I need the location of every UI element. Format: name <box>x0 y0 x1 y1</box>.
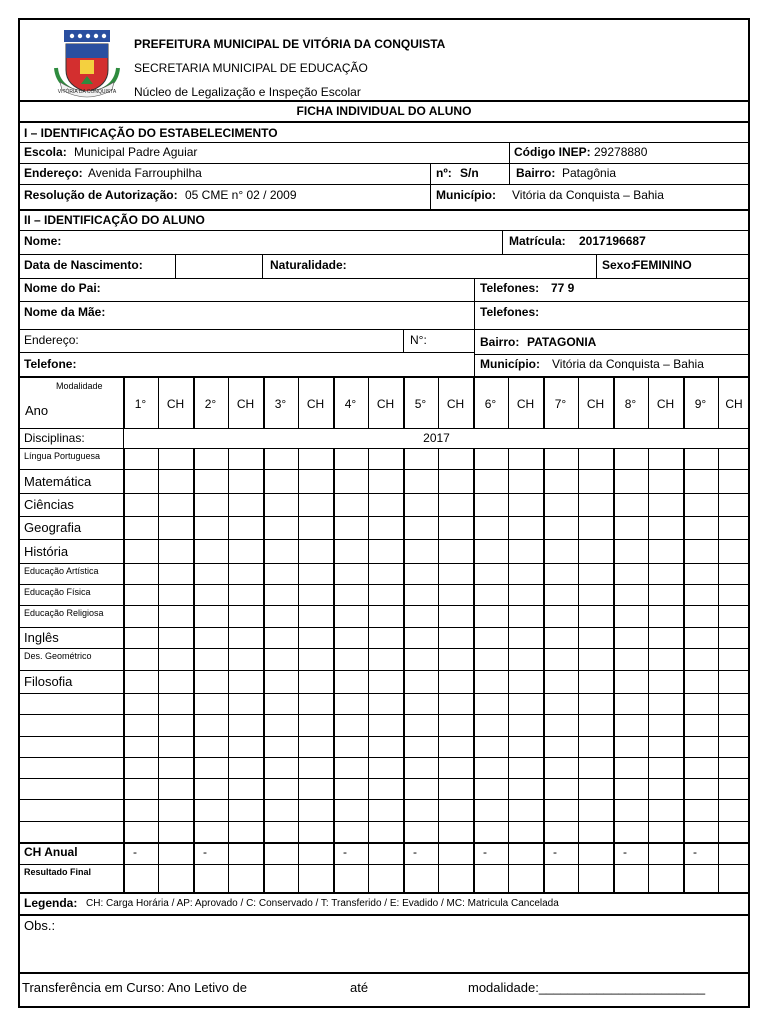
subject-name: Educação Artística <box>24 566 99 576</box>
aluno-municipio-value: Vitória da Conquista – Bahia <box>552 357 704 371</box>
column-header: CH <box>516 397 535 411</box>
grid-hline <box>18 539 750 540</box>
endereco-label: Endereço: <box>24 166 83 180</box>
subject-name: História <box>24 544 69 559</box>
naturalidade-label: Naturalidade: <box>270 258 347 272</box>
aluno-bairro-label: Bairro: <box>480 335 520 349</box>
legenda-text: CH: Carga Horária / AP: Aprovado / C: Conservado / T: Transferido / E: Evadido / MC: Matricula Cancelada <box>86 898 559 909</box>
column-header: CH <box>446 397 465 411</box>
inep-value: 29278880 <box>594 145 648 159</box>
pai-label: Nome do Pai: <box>24 281 101 295</box>
grid-hline <box>18 842 750 844</box>
grid-hline <box>18 864 750 865</box>
transfer-ate: até <box>350 980 369 995</box>
crest-motto: VITÓRIA DA CONQUISTA <box>57 89 117 95</box>
escola-value: Municipal Padre Aguiar <box>74 145 198 159</box>
grid-hline <box>18 448 750 449</box>
resolucao-value: 05 CME n° 02 / 2009 <box>185 188 297 202</box>
sexo-label: Sexo: <box>602 258 635 272</box>
modalidade-label: Modalidade <box>56 381 103 391</box>
grid-hline <box>18 670 750 671</box>
municipio-value: Vitória da Conquista – Bahia <box>512 188 664 202</box>
endereco-value: Avenida Farrouphilha <box>88 166 202 180</box>
inep-label: Código INEP: <box>514 145 591 159</box>
subject-name: Educação Física <box>24 587 91 597</box>
column-header: CH <box>236 397 255 411</box>
column-header: 1° <box>134 397 147 411</box>
tel-pai-label: Telefones: <box>480 281 540 295</box>
mae-label: Nome da Mãe: <box>24 305 106 319</box>
matricula-label: Matrícula: <box>509 234 566 248</box>
subject-name: Des. Geométrico <box>24 651 92 661</box>
grid-hline <box>18 757 750 758</box>
grid-hline <box>18 821 750 822</box>
column-header: 5° <box>414 397 427 411</box>
nascimento-label: Data de Nascimento: <box>24 258 143 272</box>
column-header: 7° <box>554 397 567 411</box>
grid-hline <box>18 493 750 494</box>
numero-label: nº: <box>436 166 452 180</box>
ch-anual-value: - <box>623 845 627 859</box>
column-header: 9° <box>694 397 707 411</box>
year-label: 2017 <box>423 431 450 445</box>
ch-anual-value: - <box>693 845 697 859</box>
transfer-modalidade: modalidade:_______________________ <box>468 980 706 995</box>
column-header: 6° <box>484 397 497 411</box>
column-header: CH <box>725 397 743 411</box>
grid-hline <box>18 469 750 470</box>
grid-hline <box>18 693 750 694</box>
aluno-bairro-value: PATAGONIA <box>527 335 597 349</box>
section1-title: I – IDENTIFICAÇÃO DO ESTABELECIMENTO <box>24 126 278 140</box>
matricula-value: 2017196687 <box>579 234 646 248</box>
header-secretaria: SECRETARIA MUNICIPAL DE EDUCAÇÃO <box>134 61 368 75</box>
subject-name: Inglês <box>24 630 59 645</box>
municipal-crest-logo <box>50 24 124 98</box>
grid-hline <box>18 584 750 585</box>
tel-pai-value: 77 9 <box>551 281 575 295</box>
disciplinas-label: Disciplinas: <box>24 431 85 445</box>
sexo-value: FEMININO <box>633 258 692 272</box>
subject-name: Ciências <box>24 497 74 512</box>
column-header: CH <box>306 397 325 411</box>
aluno-numero-label: N°: <box>410 333 427 347</box>
header-prefeitura: PREFEITURA MUNICIPAL DE VITÓRIA DA CONQUISTA <box>134 37 446 51</box>
column-header: 2° <box>204 397 217 411</box>
column-header: 8° <box>624 397 637 411</box>
transfer-ano-letivo: Transferência em Curso: Ano Letivo de <box>22 980 247 995</box>
aluno-telefone-label: Telefone: <box>24 357 77 371</box>
ch-anual-value: - <box>483 845 487 859</box>
grid-hline <box>18 516 750 517</box>
subject-name: Língua Portuguesa <box>24 451 101 461</box>
bairro-label: Bairro: <box>516 166 556 180</box>
aluno-municipio-label: Município: <box>480 357 540 371</box>
section2-title: II – IDENTIFICAÇÃO DO ALUNO <box>24 213 205 227</box>
subject-name: Matemática <box>24 474 92 489</box>
ch-anual-label: CH Anual <box>24 845 78 859</box>
escola-label: Escola: <box>24 145 67 159</box>
aluno-endereco-label: Endereço: <box>24 333 79 347</box>
form-title: FICHA INDIVIDUAL DO ALUNO <box>296 104 472 118</box>
grid-hline <box>18 563 750 564</box>
column-header: 3° <box>274 397 287 411</box>
resultado-final-label: Resultado Final <box>24 867 92 877</box>
column-header: CH <box>376 397 395 411</box>
grid-hline <box>18 627 750 628</box>
grid-hline <box>18 799 750 800</box>
subject-name: Educação Religiosa <box>24 608 104 618</box>
tel-mae-label: Telefones: <box>480 305 540 319</box>
ch-anual-value: - <box>413 845 417 859</box>
resolucao-label: Resolução de Autorização: <box>24 188 178 202</box>
bairro-value: Patagônia <box>562 166 617 180</box>
obs-label: Obs.: <box>24 918 56 933</box>
column-header: CH <box>586 397 605 411</box>
header-nucleo: Núcleo de Legalização e Inspeção Escolar <box>134 85 361 99</box>
grid-hline <box>18 605 750 606</box>
grid-hline <box>18 778 750 779</box>
municipio-label: Município: <box>436 188 496 202</box>
subject-name: Geografia <box>24 520 82 535</box>
grid-hline <box>18 736 750 737</box>
ch-anual-value: - <box>343 845 347 859</box>
column-header: CH <box>656 397 675 411</box>
column-header: CH <box>166 397 185 411</box>
ano-label: Ano <box>25 403 49 418</box>
ch-anual-value: - <box>203 845 207 859</box>
numero-value: S/n <box>460 166 479 180</box>
column-header: 4° <box>344 397 357 411</box>
legenda-label: Legenda: <box>24 896 78 910</box>
ch-anual-value: - <box>553 845 557 859</box>
subject-name: Filosofia <box>24 674 73 689</box>
grid-hline <box>18 648 750 649</box>
grid-hline <box>18 428 750 429</box>
ch-anual-value: - <box>133 845 137 859</box>
nome-label: Nome: <box>24 234 62 248</box>
grid-hline <box>18 714 750 715</box>
